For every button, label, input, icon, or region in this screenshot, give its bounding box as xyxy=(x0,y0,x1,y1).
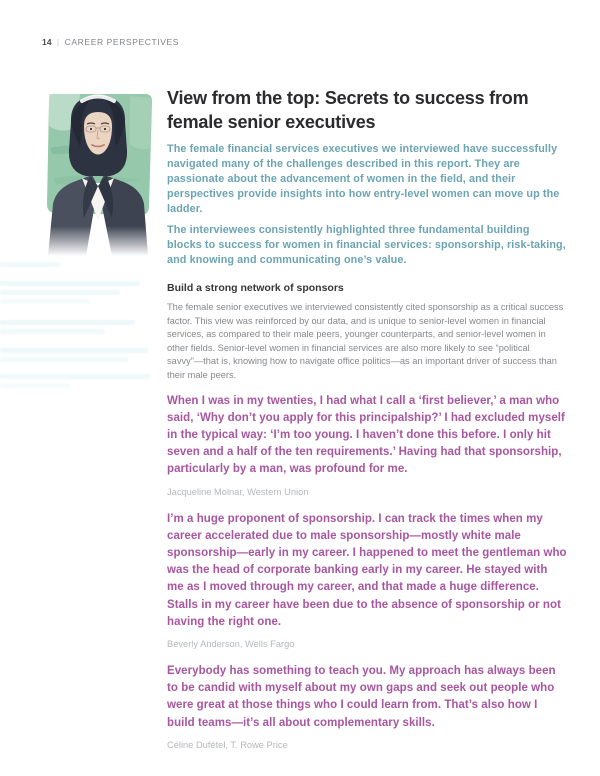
intro-paragraph-2: The interviewees consistently highlighted three fundamental building blocks to success for women in financial services: sponsorship, risk-taking, and knowing and communicating one’s value. xyxy=(167,224,566,266)
section-subhead: Build a strong network of sponsors xyxy=(167,282,344,294)
section-title: CAREER PERSPECTIVES xyxy=(64,37,180,47)
portrait-svg xyxy=(40,88,156,256)
executive-portrait-illustration xyxy=(40,88,156,256)
article-title: View from the top: Secrets to success from female senior executives xyxy=(167,88,529,132)
quote-block-2 xyxy=(167,511,567,649)
article-column xyxy=(167,86,567,750)
quote-text: Everybody has something to teach you. My approach has always been to be candid with myself about my own gaps and seek out people who were great at those things who I could learn from. That’s also how I build teams—it’s all about complementary skills. xyxy=(167,665,556,729)
quote-attribution: Jacqueline Molnar, Western Union xyxy=(167,486,309,497)
header-separator: | xyxy=(56,37,60,47)
quote-block-3 xyxy=(167,663,567,750)
quote-attribution: Beverly Anderson, Wells Fargo xyxy=(167,639,295,649)
quote-attribution: Céline Dufétel, T. Rowe Price xyxy=(167,739,288,750)
quote-text: I’m a huge proponent of sponsorship. I can track the times when my career accelerated due to male sponsorship—mostly white male sponsorship—early in my career. I happened to meet the gentleman who was the head of corporate banking early in my career. He stayed with me as I moved through my career, and that made a huge difference. Stalls in my career have been due to the absence of sponsorship or not having the right one. xyxy=(167,512,567,628)
running-header xyxy=(42,37,179,47)
page-number: 14 xyxy=(42,37,52,47)
quote-block-1 xyxy=(167,393,567,497)
page-bleedthrough-artifact xyxy=(0,258,158,392)
quote-text: When I was in my twenties, I had what I call a ‘first believer,’ a man who said, ‘Why don’t you apply for this principalship?’ I had excluded myself in the typical way: ‘I’m too young. I haven’t done this before. I only hit seven and a half of the ten requirements.’ Having had that sponsorship, particularly by a man, was profound for me. xyxy=(167,394,565,476)
intro-paragraph-1: The female financial services executives we interviewed have successfully navigated many of the challenges described in this report. They are passionate about the advancement of women in the field, and their perspectives provide insights into how entry-level women can move up the ladder. xyxy=(167,143,560,215)
body-paragraph: The female senior executives we interviewed consistently cited sponsorship as a critical success factor. This view was reinforced by our data, and is unique to senior-level women in financial services, as compared to their male peers, younger counterparts, and senior-level women in other fields. Senior-level women in financial services are also more likely to see “political savvy”—that is, knowing how to navigate office politics—as an important driver of success than their male peers. xyxy=(167,302,564,380)
